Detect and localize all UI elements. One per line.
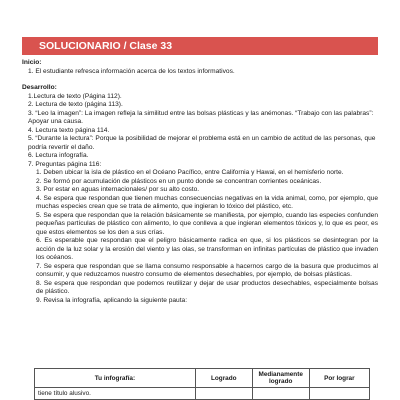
list-item: 3. “Leo la imagen”: La imagen refleja la similitud entre las bolsas plásticas y las anémonas. “Trabajo con las palabras”: Apoyar una causa. [28, 109, 374, 125]
table-header-row [35, 369, 370, 388]
list-item: 4. Lectura texto página 114. [28, 126, 110, 134]
section-title-desarrollo: Desarrollo: [22, 84, 57, 91]
list-item: 5. “Durante la lectura”: Porque la posibilidad de mejorar el problema está en un cambio de actitud de las personas, que podría revertir el daño. [28, 135, 376, 151]
answer-item: 6. Es esperable que respondan que el peligro básicamente radica en que, si los plásticos se desintegran por la acción de la luz solar y la erosión del viento y las olas, se transforman en infinitas partículas de plástico que invaden los océanos. [36, 237, 378, 261]
table-cell [252, 388, 309, 400]
answer-item: 9. Revisa la infografía, aplicando la siguiente pauta: [36, 296, 188, 304]
page-title: SOLUCIONARIO / Clase 33 [22, 37, 378, 55]
answer-item: 7. Se espera que respondan que se llama consumo responsable a hacernos cargo de la basura que producimos al consumir, y que reduzcamos nuestro consumo de elementos desechables, por ejemplo, de bolsas plásticas. [36, 262, 378, 278]
column-header: Medianamente logrado [252, 369, 309, 388]
answer-item: 3. Por estar en aguas internacionales/ por su alto costo. [36, 186, 200, 193]
column-header: Por lograr [309, 369, 369, 388]
answer-item: 8. Se espera que respondan que podemos reutilizar y dejar de usar productos desechables, especialmente bolsas de plástico. [36, 279, 378, 295]
list-item: 1. El estudiante refresca información acerca de los textos informativos. [28, 67, 235, 75]
list-item: 6. Lectura infografía. [28, 152, 89, 159]
column-header: Tu infografía: [35, 369, 196, 388]
table-cell [309, 388, 369, 400]
top-bar [0, 0, 400, 30]
solution-content [22, 59, 378, 305]
rubric-table [34, 368, 370, 400]
answer-item: 1. Deben ubicar la isla de plástico en el Océano Pacífico, entre California y Hawai, en el hemisferio norte. [36, 169, 344, 176]
list-item: 1.Lectura de texto (Página 112). [28, 92, 122, 100]
table-cell: tiene título alusivo. [35, 388, 196, 400]
answer-item: 4. Se espera que respondan que tienen muchas consecuencias negativas en la vida animal, como, por ejemplo, que muchas especies crean que se trata de alimento, que ingieran lo tóxico del plástico, etc. [36, 194, 378, 210]
section-title-inicio: Inicio: [22, 59, 42, 66]
table-row [35, 388, 370, 400]
list-item: 7. Preguntas página 116: [28, 160, 102, 168]
spacer [22, 76, 378, 84]
answer-item: 2. Se formó por acumulación de plásticos en un punto donde se concentran corrientes oceánicas. [36, 177, 322, 185]
column-header: Logrado [195, 369, 252, 388]
list-item: 2. Lectura de texto (página 113). [28, 101, 123, 108]
table-cell [195, 388, 252, 400]
answer-item: 5. Se espera que respondan que la relación básicamente se manifiesta, por ejemplo, cuando las especies confunden pequeñas partículas de plástico con alimento, lo que conlleva a que ingieran elementos tóxicos y, lo que es peor, es que estos elementos se los den a sus crías. [36, 211, 378, 236]
